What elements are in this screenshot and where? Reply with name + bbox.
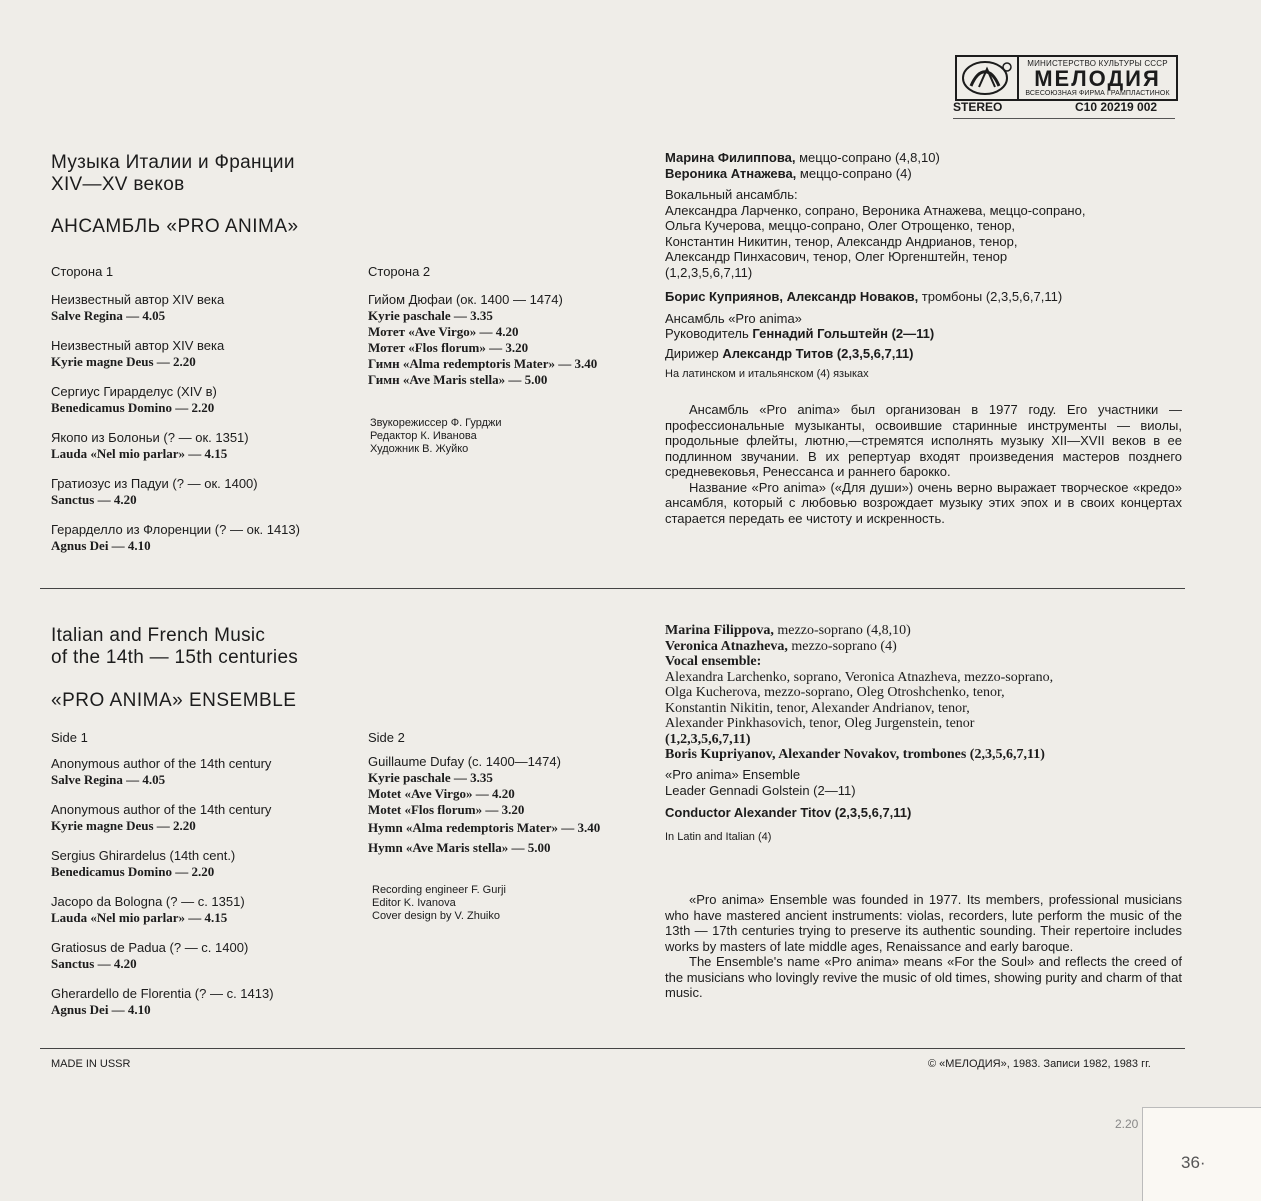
performer-name: Veronica Atnazheva, bbox=[665, 638, 788, 654]
ru-title-line1: Музыка Италии и Франции bbox=[51, 152, 295, 173]
ru-side1-track bbox=[51, 384, 361, 416]
credit-line: Художник В. Жуйко bbox=[370, 443, 469, 455]
track-work: Мотет «Ave Virgo» — 4.20 bbox=[368, 324, 519, 339]
performer-name: Вероника Атнажева, bbox=[665, 165, 797, 181]
vocal-line: (1,2,3,5,6,7,11) bbox=[665, 731, 751, 747]
leader-prefix: Руководитель bbox=[665, 326, 753, 341]
track-composer: Jacopo da Bologna (? — c. 1351) bbox=[51, 894, 245, 909]
pencil-mark: 2.20 bbox=[1115, 1117, 1139, 1131]
track-composer: Гратиозус из Падуи (? — ок. 1400) bbox=[51, 476, 258, 491]
performer-role: меццо-сопрано (4,8,10) bbox=[795, 150, 940, 165]
vocal-line: Константин Никитин, тенор, Александр Андрианов, тенор, bbox=[665, 233, 1018, 249]
track-work: Salve Regina — 4.05 bbox=[51, 772, 166, 787]
credit-line: Звукорежиссер Ф. Гурджи bbox=[370, 417, 502, 429]
en-ensemble-block bbox=[665, 767, 911, 845]
track-composer: Герарделло из Флоренции (? — ок. 1413) bbox=[51, 522, 300, 537]
track-composer: Sergius Ghirardelus (14th cent.) bbox=[51, 848, 236, 863]
vocal-line: Alexander Pinkhasovich, tenor, Oleg Jurgenstein, tenor bbox=[665, 716, 975, 731]
track-work: Motet «Ave Virgo» — 4.20 bbox=[368, 786, 515, 801]
conductor-prefix: Дирижер bbox=[665, 345, 723, 361]
footer-divider bbox=[40, 1048, 1185, 1049]
stereo-label: STEREO bbox=[953, 100, 1003, 114]
price-sticker bbox=[1142, 1107, 1261, 1201]
track-composer: Неизвестный автор XIV века bbox=[51, 292, 225, 307]
ru-side2-label: Сторона 2 bbox=[368, 264, 431, 279]
performer-role: тромбоны (2,3,5,6,7,11) bbox=[918, 289, 1063, 304]
copyright-text: © «МЕЛОДИЯ», 1983. Записи 1982, 1983 гг. bbox=[928, 1058, 1151, 1070]
track-work: Hymn «Alma redemptoris Mater» — 3.40 bbox=[368, 820, 601, 835]
performer-role: mezzo-soprano (4) bbox=[787, 638, 897, 654]
melodiya-emblem-icon bbox=[957, 57, 1019, 99]
track-composer: Anonymous author of the 14th century bbox=[51, 802, 272, 817]
track-work: Agnus Dei — 4.10 bbox=[51, 538, 151, 553]
leader-name: Геннадий Гольштейн (2—11) bbox=[752, 326, 935, 341]
track-composer: Сергиус Гирарделус (XIV в) bbox=[51, 384, 217, 399]
ru-ensemble-name: АНСАМБЛЬ «PRO ANIMA» bbox=[51, 216, 299, 237]
en-side1-track bbox=[51, 940, 361, 972]
vocal-line: (1,2,3,5,6,7,11) bbox=[665, 264, 753, 280]
ru-title bbox=[51, 152, 295, 196]
ru-side1-track bbox=[51, 476, 361, 508]
ru-side1-tracklist bbox=[51, 292, 361, 568]
melodiya-logo bbox=[955, 55, 1178, 101]
en-title-line1: Italian and French Music bbox=[51, 625, 266, 646]
vocal-line: Konstantin Nikitin, tenor, Alexander Andrianov, tenor, bbox=[665, 700, 970, 716]
track-composer: Якопо из Болоньи (? — ок. 1351) bbox=[51, 430, 249, 445]
track-work: Kyrie paschale — 3.35 bbox=[368, 770, 493, 785]
en-title bbox=[51, 625, 298, 669]
languages-note: На латинском и итальянском (4) языках bbox=[665, 368, 869, 380]
performer-name: Марина Филиппова, bbox=[665, 150, 796, 165]
track-work: Гимн «Alma redemptoris Mater» — 3.40 bbox=[368, 356, 598, 371]
track-work: Hymn «Ave Maris stella» — 5.00 bbox=[368, 840, 551, 855]
track-work: Agnus Dei — 4.10 bbox=[51, 1002, 151, 1017]
vocal-ensemble-label: Вокальный ансамбль: bbox=[665, 187, 798, 202]
leader-name: Leader Gennadi Golstein (2—11) bbox=[665, 783, 856, 798]
performer-name: Boris Kupriyanov, Alexander Novakov, bbox=[665, 747, 900, 762]
en-side1-track bbox=[51, 894, 361, 926]
ensemble-line: «Pro anima» Ensemble bbox=[665, 767, 801, 782]
catalog-number: С10 20219 002 bbox=[1075, 100, 1158, 114]
conductor-name: Conductor Alexander Titov (2,3,5,6,7,11) bbox=[665, 805, 912, 820]
track-work: Kyrie magne Deus — 2.20 bbox=[51, 354, 196, 369]
ru-description bbox=[665, 402, 1182, 526]
en-side2-tracklist bbox=[368, 754, 638, 856]
en-title-line2: of the 14th — 15th centuries bbox=[51, 647, 299, 668]
track-composer: Gratiosus de Padua (? — c. 1400) bbox=[51, 940, 249, 955]
performer-role: меццо-сопрано (4) bbox=[796, 165, 912, 181]
made-in-text: MADE IN USSR bbox=[51, 1058, 131, 1070]
track-work: Lauda «Nel mio parlar» — 4.15 bbox=[51, 910, 228, 925]
track-work: Sanctus — 4.20 bbox=[51, 492, 137, 507]
track-work: Kyrie paschale — 3.35 bbox=[368, 308, 493, 323]
en-side1-track bbox=[51, 756, 361, 788]
vocal-line: Ольга Кучерова, меццо-сопрано, Олег Отрощенко, тенор, bbox=[665, 218, 1016, 233]
track-work: Lauda «Nel mio parlar» — 4.15 bbox=[51, 446, 228, 461]
ru-side1-track bbox=[51, 522, 361, 554]
en-side1-track bbox=[51, 986, 361, 1018]
track-work: Benedicamus Domino — 2.20 bbox=[51, 400, 215, 415]
brand-name: МЕЛОДИЯ bbox=[1034, 66, 1161, 91]
credit-line: Recording engineer F. Gurji bbox=[372, 884, 506, 896]
track-work: Sanctus — 4.20 bbox=[51, 956, 137, 971]
credit-line: Cover design by V. Zhuiko bbox=[372, 910, 500, 922]
vocal-line: Alexandra Larchenko, soprano, Veronica Atnazheva, mezzo-soprano, bbox=[665, 669, 1054, 685]
ru-credits bbox=[370, 417, 502, 456]
section-divider bbox=[40, 588, 1185, 589]
track-work: Гимн «Ave Maris stella» — 5.00 bbox=[368, 372, 548, 387]
ru-side2-composer: Гийом Дюфаи (ок. 1400 — 1474) bbox=[368, 292, 563, 307]
performer-name: Marina Filippova, bbox=[665, 623, 774, 638]
ministry-text: МИНИСТЕРСТВО КУЛЬТУРЫ СССР bbox=[1027, 59, 1168, 68]
ru-title-line2: XIV—XV веков bbox=[51, 174, 185, 195]
label-underline bbox=[953, 118, 1175, 119]
en-side1-label: Side 1 bbox=[51, 730, 88, 745]
ru-side1-track bbox=[51, 292, 361, 324]
ru-side1-track bbox=[51, 430, 361, 462]
track-work: Salve Regina — 4.05 bbox=[51, 308, 166, 323]
ru-performers bbox=[665, 150, 1185, 383]
track-work: Мотет «Flos florum» — 3.20 bbox=[368, 340, 529, 355]
en-ensemble-name: «PRO ANIMA» ENSEMBLE bbox=[51, 690, 297, 711]
description-paragraph: Ансамбль «Pro anima» был организован в 1977 году. Его участники — профессиональные музыканты, освоившие старинные инструменты — виолы, продольные флейты, лютню,—стремятся исполнять музыку XII—XVII веков в ее подлинном звучании. В их репертуар входят произведения мастеров позднего средневековья, Ренессанса и раннего барокко. bbox=[665, 402, 1182, 479]
vocal-line: Olga Kucherova, mezzo-soprano, Oleg Otroshchenko, tenor, bbox=[665, 685, 1005, 700]
credit-line: Editor K. Ivanova bbox=[372, 897, 456, 909]
performer-role: trombones (2,3,5,6,7,11) bbox=[899, 747, 1045, 762]
track-work: Kyrie magne Deus — 2.20 bbox=[51, 818, 196, 833]
vocal-line: Александра Ларченко, сопрано, Вероника Атнажева, меццо-сопрано, bbox=[665, 202, 1086, 218]
ru-side1-track bbox=[51, 338, 361, 370]
en-description bbox=[665, 892, 1182, 1001]
track-composer: Неизвестный автор XIV века bbox=[51, 338, 225, 353]
performer-name: Борис Куприянов, Александр Новаков, bbox=[665, 289, 919, 304]
ru-side2-tracklist bbox=[368, 292, 638, 388]
description-paragraph: The Ensemble's name «Pro anima» means «For the Soul» and reflects the creed of the musicians who lovingly revive the music of old times, showing purity and charm of that music. bbox=[665, 954, 1182, 1000]
en-side1-tracklist bbox=[51, 756, 361, 1032]
firm-text: ВСЕСОЮЗНАЯ ФИРМА ГРАМПЛАСТИНОК bbox=[1025, 90, 1170, 97]
en-performers bbox=[665, 623, 1185, 763]
vocal-ensemble-label: Vocal ensemble: bbox=[665, 654, 762, 669]
ensemble-line: Ансамбль «Pro anima» bbox=[665, 310, 802, 326]
ru-side1-label: Сторона 1 bbox=[51, 264, 114, 279]
en-side2-composer: Guillaume Dufay (c. 1400—1474) bbox=[368, 754, 561, 769]
track-work: Motet «Flos florum» — 3.20 bbox=[368, 802, 525, 817]
description-paragraph: «Pro anima» Ensemble was founded in 1977. Its members, professional musicians who have mastered ancient instruments: violas, recorders, lute perform the music of the 13th — 17th centuries trying to preserve its authentic sounding. Their repertoire includes works by masters of late middle ages, Renaissance and early baroque. bbox=[665, 892, 1182, 954]
en-side2-label: Side 2 bbox=[368, 730, 405, 745]
vocal-line: Александр Пинхасович, тенор, Олег Юргенштейн, тенор bbox=[665, 249, 1008, 264]
credit-line: Редактор К. Иванова bbox=[370, 430, 477, 442]
conductor-name: Александр Титов (2,3,5,6,7,11) bbox=[722, 345, 914, 361]
languages-note: In Latin and Italian (4) bbox=[665, 831, 772, 843]
track-work: Benedicamus Domino — 2.20 bbox=[51, 864, 215, 879]
sticker-text: 36· bbox=[1181, 1153, 1206, 1172]
en-side1-track bbox=[51, 848, 361, 880]
description-paragraph: Название «Pro anima» («Для души») очень верно выражает творческое «кредо» ансамбля, который с любовью возрождает музыку этих эпох и в своих концертах старается передать ее чистоту и искренность. bbox=[665, 479, 1182, 526]
track-composer: Anonymous author of the 14th century bbox=[51, 756, 272, 771]
en-credits bbox=[372, 884, 506, 923]
en-side1-track bbox=[51, 802, 361, 834]
performer-role: mezzo-soprano (4,8,10) bbox=[773, 623, 911, 638]
track-composer: Gherardello de Florentia (? — c. 1413) bbox=[51, 986, 274, 1001]
